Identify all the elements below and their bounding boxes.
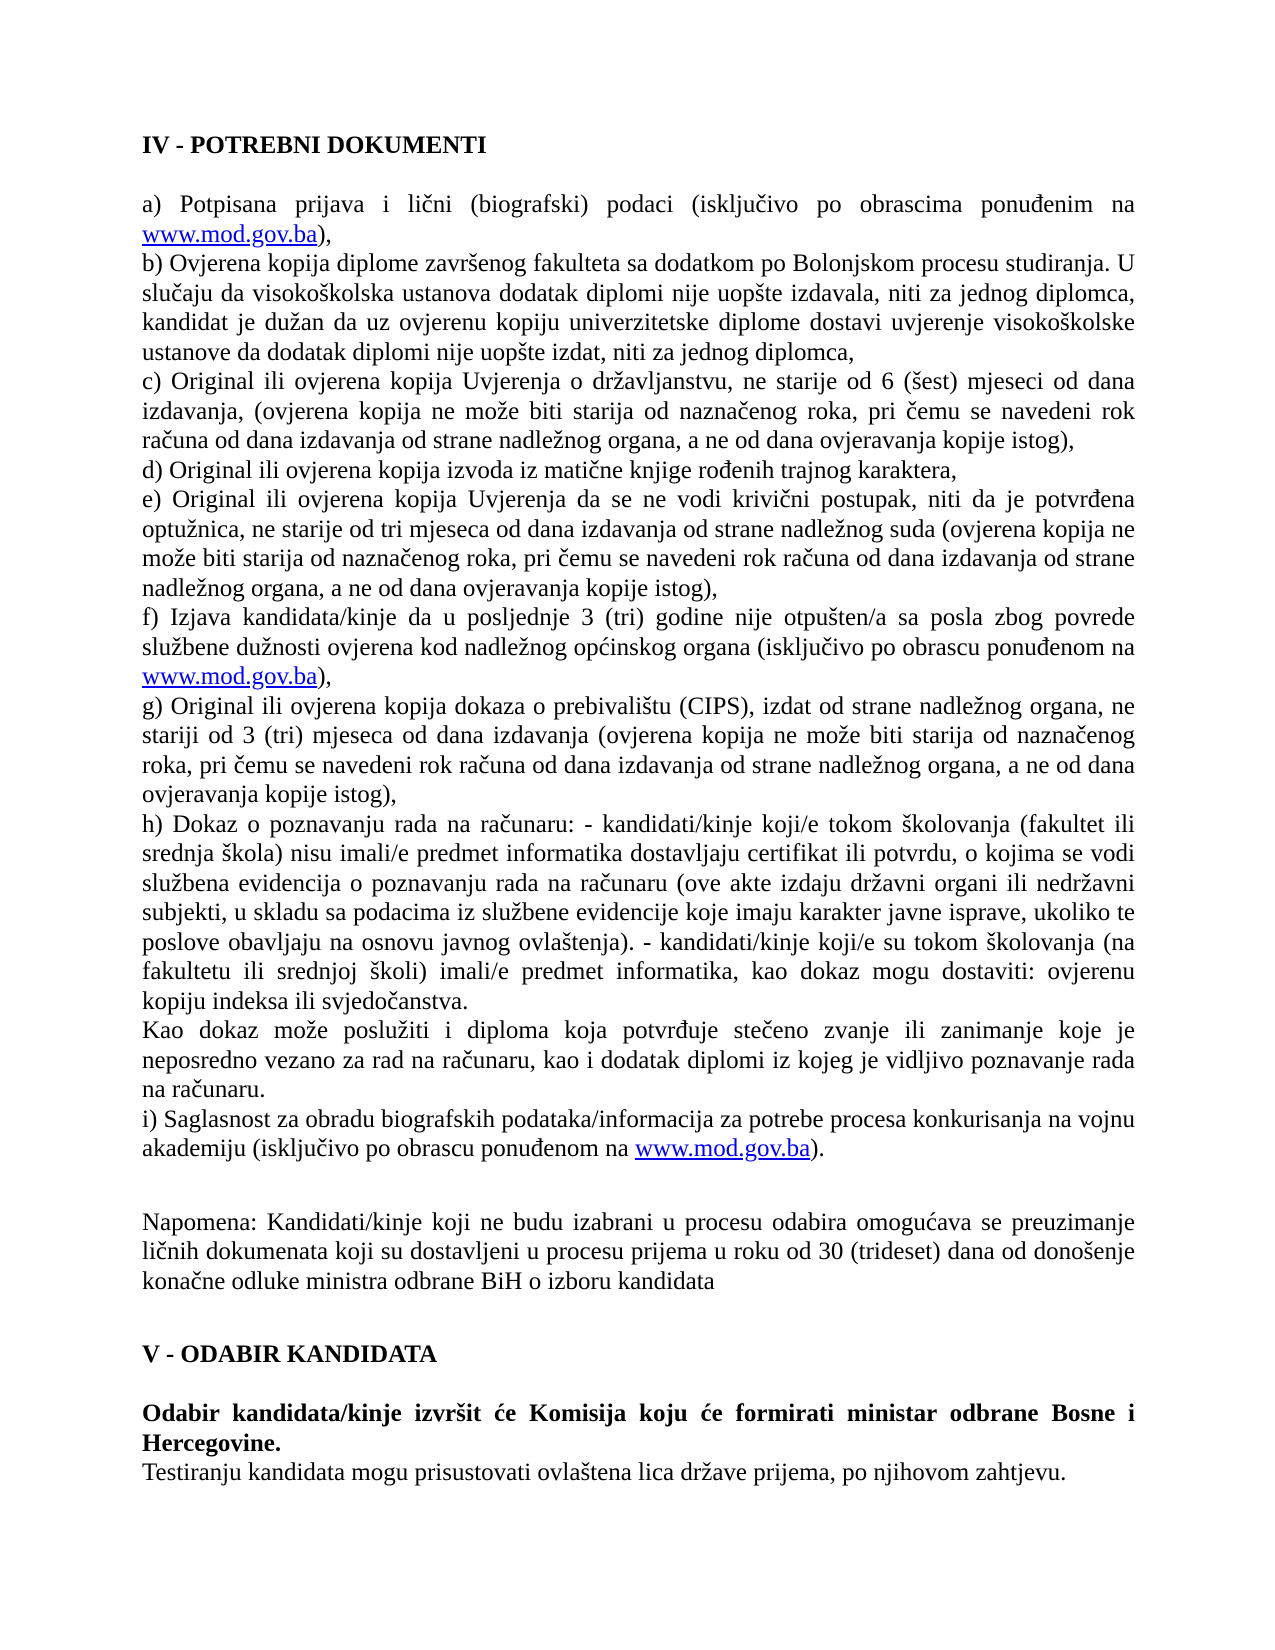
blank-line xyxy=(142,1296,1135,1340)
item-f-paragraph xyxy=(142,603,1135,692)
section-heading-iv: IV - POTREBNI DOKUMENTI xyxy=(142,132,487,159)
item-f-text: f) Izjava kandidata/kinje da u posljednje 3 (tri) godine nije otpušten/a sa posla zbog povrede službene dužnosti ovjerena kod nadležnog općinskog organa (isključivo po obrascu ponuđenom na xyxy=(142,604,1135,661)
section-heading-v: V - ODABIR KANDIDATA xyxy=(142,1341,438,1368)
item-g-paragraph: g) Original ili ovjerena kopija dokaza o prebivalištu (CIPS), izdat od strane nadležnog organa, ne stariji od 3 (tri) mjeseca od dana izdavanja (ovjerena kopija ne može biti starija od naznačenog roka, pri čemu se navedeni rok računa od dana izdavanja od strane nadležnog organa, a ne od dana ovjeravanja kopije istog), xyxy=(142,692,1135,808)
mod-gov-ba-link[interactable]: www.mod.gov.ba xyxy=(142,663,318,690)
item-d-paragraph: d) Original ili ovjerena kopija izvoda iz matične knjige rođenih trajnog karaktera, xyxy=(142,456,957,484)
blank-line xyxy=(142,1164,1135,1208)
item-a-paragraph xyxy=(142,190,1135,249)
item-a-text: a) Potpisana prijava i lični (biografski) podaci (isključivo po obrascima ponuđenim na xyxy=(142,191,1135,218)
item-a-text-after-link: ), xyxy=(317,220,332,248)
item-i-text: i) Saglasnost za obradu biografskih podataka/informacija za potrebe procesa konkurisanja na vojnu akademiju (isključivo po obrascu ponuđenom na xyxy=(142,1105,1135,1162)
item-e-paragraph: e) Original ili ovjerena kopija Uvjerenja da se ne vodi krivični postupak, niti da je potvrđena optužnica, ne starije od tri mjeseca od dana izdavanja od strane nadležnog suda (ovjerena kopija ne može biti starija od naznačenog roka, pri čemu se navedeni rok računa od dana izdavanja od strane nadležnog organa, a ne od dana ovjeravanja kopije istog), xyxy=(142,486,1135,602)
testiranje-note-paragraph: Testiranju kandidata mogu prisustovati ovlaštena lica države prijema, po njihovom zahtjevu. xyxy=(142,1459,1067,1486)
item-b-paragraph: b) Ovjerena kopija diplome završenog fakulteta sa dodatkom po Bolonjskom procesu studiranja. U slučaju da visokoškolska ustanova dodatak diplomi nije uopšte izdavala, niti za jednog diplomca, kandidat je dužan da uz ovjerenu kopiju univerzitetske diplome dostavi uvjerenje visokoškolske ustanove da dodatak diplomi nije uopšte izdat, niti za jednog diplomca, xyxy=(142,250,1135,366)
blank-line xyxy=(142,1370,1135,1400)
item-h-continuation-paragraph: Kao dokaz može poslužiti i diploma koja potvrđuje stečeno zvanje ili zanimanje koje je neposredno vezano za rad na računaru, kao i dodatak diplomi iz kojeg je vidljivo poznavanje rada na računaru. xyxy=(142,1017,1135,1103)
blank-line xyxy=(142,161,1135,191)
item-f-text-after-link: ), xyxy=(317,663,332,690)
mod-gov-ba-link[interactable]: www.mod.gov.ba xyxy=(634,1135,811,1162)
napomena-paragraph: Napomena: Kandidati/kinje koji ne budu izabrani u procesu odabira omogućava se preuzimanje ličnih dokumenata koji su dostavljeni u procesu prijema u roku od 30 (trideset) dana od donošenje konačne odluke ministra odbrane BiH o izboru kandidata xyxy=(142,1208,1135,1295)
mod-gov-ba-link[interactable]: www.mod.gov.ba xyxy=(142,220,318,248)
item-h-paragraph: h) Dokaz o poznavanju rada na računaru: - kandidati/kinje koji/e tokom školovanja (fakultet ili srednja škola) nisu imali/e predmet informatika dostavljaju certifikat ili potvrdu, o kojima se vodi službena evidencija o poznavanju rada na računaru (ove akte izdaju državni organi ili nedržavni subjekti, u skladu sa podacima iz službene evidencije koje imaju karakter javne isprave, ukoliko te poslove obavljaju na osnovu javnog ovlaštenja). - kandidati/kinje koji/e su tokom školovanja (na fakultetu ili srednjoj školi) imali/e predmet informatika, kao dokaz mogu dostaviti: ovjerenu kopiju indeksa ili svjedočanstva. xyxy=(142,810,1135,1015)
odabir-statement-paragraph: Odabir kandidata/kinje izvršit će Komisija koju će formirati ministar odbrane Bosne i Hercegovine. xyxy=(142,1400,1135,1457)
item-c-paragraph: c) Original ili ovjerena kopija Uvjerenja o državljanstvu, ne starije od 6 (šest) mjeseci od dana izdavanja, (ovjerena kopija ne može biti starija od naznačenog roka, pri čemu se navedeni rok računa od dana izdavanja od strane nadležnog organa, a ne od dana ovjeravanja kopije istog), xyxy=(142,368,1135,454)
item-i-paragraph xyxy=(142,1105,1135,1164)
item-i-text-after-link: ). xyxy=(810,1135,825,1162)
